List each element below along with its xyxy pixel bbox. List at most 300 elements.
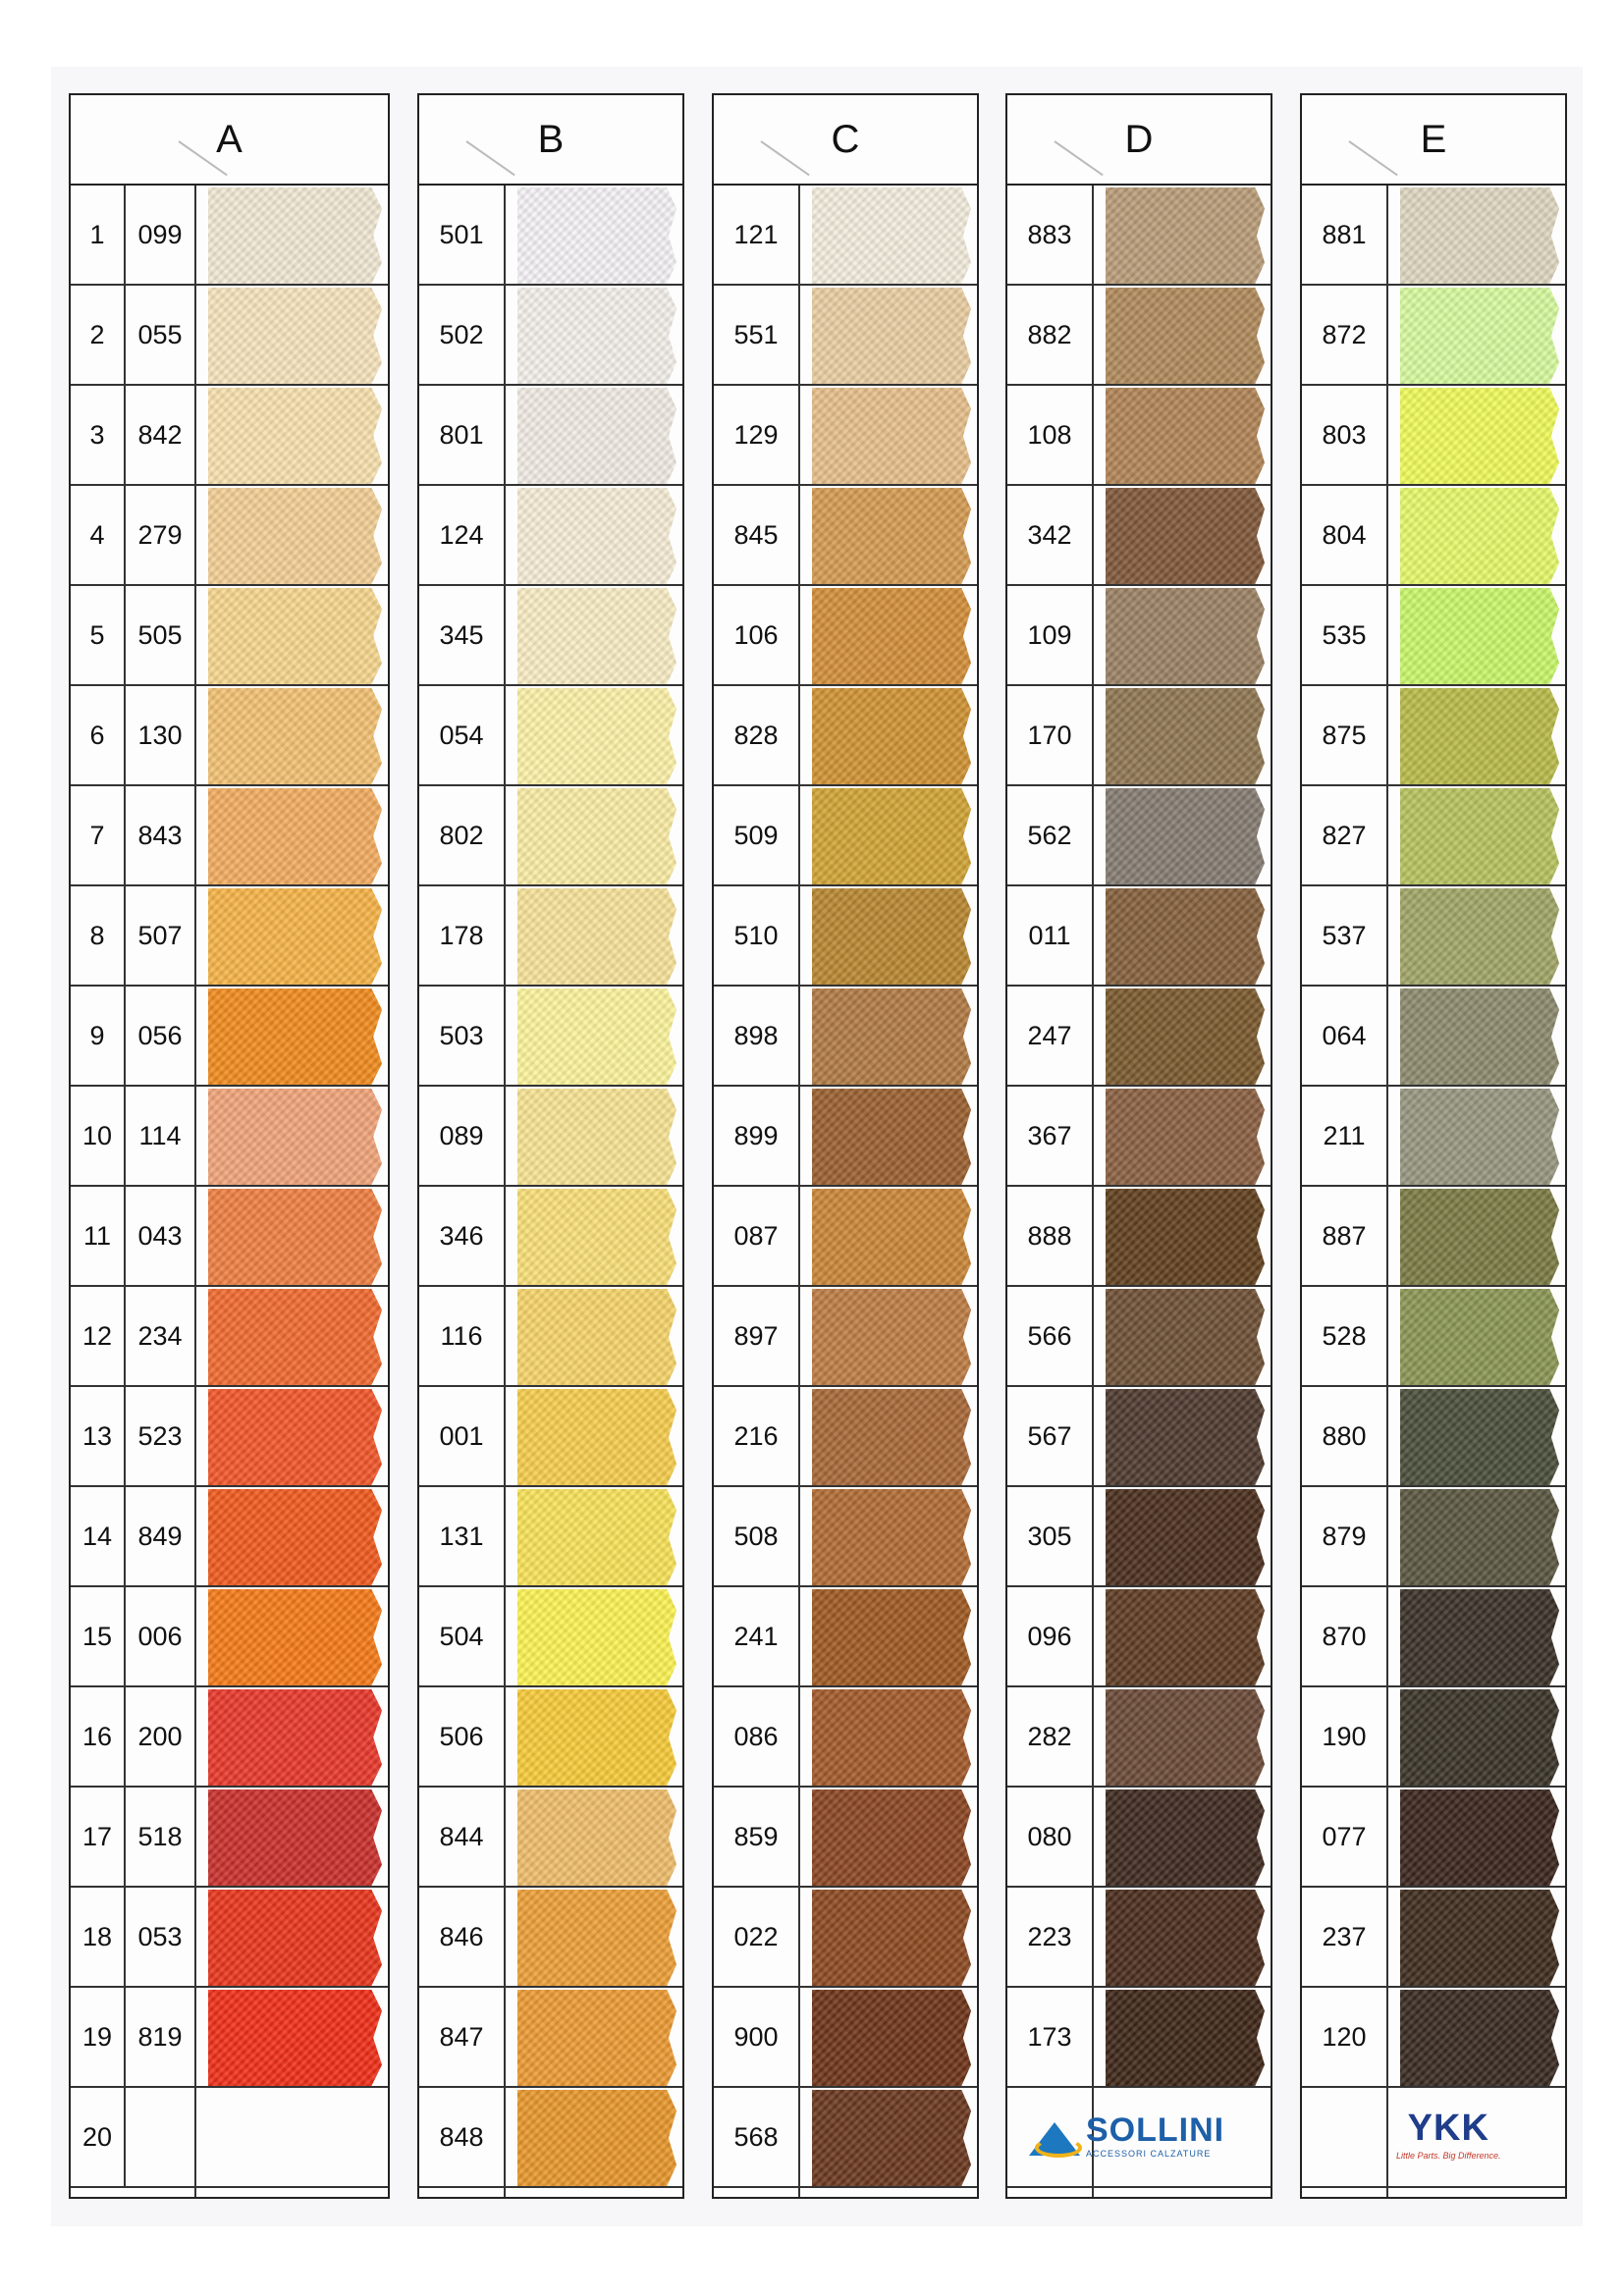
color-row: [71, 1788, 388, 1888]
color-row: [419, 1687, 682, 1788]
color-code: 279: [137, 519, 183, 550]
row-number: 2: [71, 286, 126, 384]
color-code: 367: [1027, 1120, 1072, 1150]
color-code: 080: [1027, 1821, 1072, 1851]
color-row: [71, 786, 388, 886]
color-code: 845: [733, 519, 779, 550]
color-row: [714, 1687, 977, 1788]
color-code: 170: [1027, 720, 1072, 750]
color-row: [1302, 1487, 1565, 1587]
color-swatch: [1400, 688, 1559, 784]
color-code: 859: [733, 1821, 779, 1851]
color-code: 568: [733, 2121, 779, 2152]
color-code: 237: [1322, 1921, 1367, 1951]
color-row: [419, 386, 682, 486]
color-row: [714, 686, 977, 786]
color-code: 342: [1027, 519, 1072, 550]
color-row: [714, 1788, 977, 1888]
color-swatch: [1400, 588, 1559, 684]
color-code: 130: [137, 720, 183, 750]
color-swatch: [812, 2090, 971, 2186]
color-code: 506: [439, 1721, 484, 1751]
color-row: [1302, 1087, 1565, 1187]
column-header: D: [1007, 95, 1271, 186]
color-code: 053: [137, 1921, 183, 1951]
color-row: [714, 1487, 977, 1587]
color-code: 899: [733, 1120, 779, 1150]
sollini-logo: [1029, 2113, 1224, 2159]
color-row: [419, 1387, 682, 1487]
color-row: [1302, 286, 1565, 386]
color-row: [1302, 1387, 1565, 1487]
color-swatch: [1106, 1189, 1265, 1285]
color-swatch: [1400, 1089, 1559, 1185]
color-swatch: [812, 888, 971, 985]
color-row: [1007, 1087, 1271, 1187]
color-swatch: [1400, 1489, 1559, 1585]
color-row: [714, 1287, 977, 1387]
color-swatch: [1106, 1890, 1265, 1986]
color-row: [1007, 386, 1271, 486]
color-row: [71, 1888, 388, 1988]
color-swatch: [1106, 1089, 1265, 1185]
color-row: [1302, 186, 1565, 286]
color-swatch: [812, 1890, 971, 1986]
color-row: [714, 386, 977, 486]
color-row: [419, 1087, 682, 1187]
color-swatch: [208, 1890, 382, 1986]
color-code: 129: [733, 419, 779, 450]
color-row: [1007, 686, 1271, 786]
color-swatch: [812, 1189, 971, 1285]
row-number: 10: [71, 1087, 126, 1185]
color-row: [1302, 586, 1565, 686]
color-code: 844: [439, 1821, 484, 1851]
color-swatch: [208, 288, 382, 384]
color-swatch: [208, 1089, 382, 1185]
color-row: [1302, 386, 1565, 486]
color-code: 106: [733, 619, 779, 650]
color-row: [71, 886, 388, 987]
row-number: 12: [71, 1287, 126, 1385]
color-swatch: [208, 1289, 382, 1385]
color-row: [1007, 1187, 1271, 1287]
color-code: 870: [1322, 1621, 1367, 1651]
color-swatch: [517, 788, 676, 884]
color-swatch: [1106, 688, 1265, 784]
color-code: 216: [733, 1420, 779, 1451]
color-swatch: [517, 1389, 676, 1485]
color-row: [419, 987, 682, 1087]
color-code: 124: [439, 519, 484, 550]
color-code: 120: [1322, 2021, 1367, 2052]
color-swatch: [1106, 187, 1265, 284]
color-row: [714, 2088, 977, 2188]
color-row: [1007, 886, 1271, 987]
color-swatch: [1106, 1289, 1265, 1385]
color-code: 509: [733, 820, 779, 850]
color-row: [1302, 987, 1565, 1087]
color-code: 001: [439, 1420, 484, 1451]
color-row: [714, 486, 977, 586]
color-swatch: [1400, 1389, 1559, 1485]
color-code: 247: [1027, 1020, 1072, 1050]
color-swatch: [1400, 1890, 1559, 1986]
color-code: 282: [1027, 1721, 1072, 1751]
row-number: 9: [71, 987, 126, 1085]
color-code: 803: [1322, 419, 1367, 450]
row-number: 5: [71, 586, 126, 684]
color-swatch: [812, 1589, 971, 1685]
color-code: 888: [1027, 1220, 1072, 1251]
color-code: 535: [1322, 619, 1367, 650]
color-row: [419, 786, 682, 886]
color-swatch: [1106, 788, 1265, 884]
ykk-tagline: Little Parts. Big Difference.: [1396, 2151, 1501, 2161]
color-code: 897: [733, 1320, 779, 1351]
color-row: [1007, 286, 1271, 386]
color-swatch: [1400, 888, 1559, 985]
color-swatch: [812, 388, 971, 484]
color-code: 241: [733, 1621, 779, 1651]
ykk-name: YKK: [1407, 2108, 1489, 2149]
color-code: 211: [1323, 1120, 1366, 1150]
color-code: 501: [439, 219, 484, 249]
color-row: [71, 1187, 388, 1287]
color-code: 804: [1322, 519, 1367, 550]
color-swatch: [517, 1890, 676, 1986]
color-row: [1302, 1788, 1565, 1888]
color-code: 096: [1027, 1621, 1072, 1651]
color-row: [1302, 1888, 1565, 1988]
color-code: 190: [1322, 1721, 1367, 1751]
color-swatch: [812, 1289, 971, 1385]
color-swatch: [1106, 1990, 1265, 2086]
color-row: [71, 386, 388, 486]
color-code: 043: [137, 1220, 183, 1251]
sollini-subtitle: ACCESSORI CALZATURE: [1086, 2149, 1212, 2159]
color-row: [419, 686, 682, 786]
color-row: [419, 1187, 682, 1287]
color-swatch: [208, 1789, 382, 1886]
color-row: [71, 486, 388, 586]
color-code: 345: [439, 619, 484, 650]
color-swatch: [208, 1689, 382, 1786]
color-code: 064: [1322, 1020, 1367, 1050]
column-c: [712, 93, 979, 2199]
column-header: B: [419, 95, 682, 186]
color-row: [419, 1287, 682, 1387]
color-row: [1302, 686, 1565, 786]
color-row: [1007, 1988, 1271, 2088]
color-code: 116: [440, 1320, 483, 1351]
color-code: 109: [1027, 619, 1072, 650]
color-row: [1302, 1187, 1565, 1287]
color-swatch: [1400, 1990, 1559, 2086]
color-swatch: [812, 1689, 971, 1786]
color-row: [419, 2088, 682, 2188]
color-row: [714, 1587, 977, 1687]
row-number: 3: [71, 386, 126, 484]
color-row: [1302, 786, 1565, 886]
color-row: [1007, 1788, 1271, 1888]
color-row: [71, 1087, 388, 1187]
color-swatch: [517, 488, 676, 584]
color-row: [1007, 1487, 1271, 1587]
color-code: 055: [137, 319, 183, 349]
color-row: [714, 886, 977, 987]
color-swatch: [812, 788, 971, 884]
color-row: [71, 987, 388, 1087]
ykk-logo: [1396, 2109, 1501, 2161]
color-code: 562: [1027, 820, 1072, 850]
color-swatch: [812, 1389, 971, 1485]
row-number: 14: [71, 1487, 126, 1585]
color-swatch: [208, 888, 382, 985]
color-row: [419, 586, 682, 686]
color-code: 346: [439, 1220, 484, 1251]
color-code: 056: [137, 1020, 183, 1050]
color-code: 523: [137, 1420, 183, 1451]
color-swatch: [1400, 388, 1559, 484]
color-code: 518: [137, 1821, 183, 1851]
color-swatch: [517, 888, 676, 985]
row-number: 19: [71, 1988, 126, 2086]
color-swatch: [1106, 1489, 1265, 1585]
color-code: 846: [439, 1921, 484, 1951]
color-row: [71, 1988, 388, 2088]
color-code: 086: [733, 1721, 779, 1751]
color-code: 054: [439, 720, 484, 750]
column-header: A: [71, 95, 388, 186]
color-row: [419, 1788, 682, 1888]
color-swatch: [812, 1789, 971, 1886]
color-row: [71, 2088, 388, 2188]
color-swatch: [517, 1189, 676, 1285]
color-code: 121: [733, 219, 779, 249]
color-code: 802: [439, 820, 484, 850]
color-code: 502: [439, 319, 484, 349]
color-row: [1007, 786, 1271, 886]
color-code: 178: [439, 920, 484, 950]
row-number: 11: [71, 1187, 126, 1285]
color-row: [1302, 486, 1565, 586]
color-swatch: [812, 1990, 971, 2086]
color-swatch: [517, 388, 676, 484]
color-row: [714, 1387, 977, 1487]
color-code: 087: [733, 1220, 779, 1251]
color-row: [1007, 1888, 1271, 1988]
row-number: 17: [71, 1788, 126, 1886]
column-d: [1005, 93, 1272, 2199]
color-code: 843: [137, 820, 183, 850]
color-code: 848: [439, 2121, 484, 2152]
color-swatch: [517, 1089, 676, 1185]
column-header: C: [714, 95, 977, 186]
color-swatch: [208, 588, 382, 684]
color-swatch: [1106, 588, 1265, 684]
color-row: [1007, 186, 1271, 286]
color-swatch: [1400, 1689, 1559, 1786]
color-code: 883: [1027, 219, 1072, 249]
color-swatch: [208, 1389, 382, 1485]
column-a: [69, 93, 390, 2199]
color-swatch: [517, 588, 676, 684]
color-row: [419, 286, 682, 386]
color-code: 508: [733, 1521, 779, 1551]
color-code: 842: [137, 419, 183, 450]
color-swatch: [208, 187, 382, 284]
color-row: [1007, 1587, 1271, 1687]
color-swatch: [1400, 988, 1559, 1085]
color-code: 847: [439, 2021, 484, 2052]
color-swatch: [208, 388, 382, 484]
color-code: 505: [137, 619, 183, 650]
row-number: 1: [71, 186, 126, 284]
color-code: 879: [1322, 1521, 1367, 1551]
color-row: [1302, 1988, 1565, 2088]
color-row: [419, 1988, 682, 2088]
color-row: [714, 586, 977, 686]
color-swatch: [1400, 1589, 1559, 1685]
color-code: 900: [733, 2021, 779, 2052]
color-swatch: [1106, 1589, 1265, 1685]
color-swatch: [208, 1990, 382, 2086]
color-row: [1007, 1387, 1271, 1487]
color-row: [714, 1187, 977, 1287]
color-swatch: [208, 1489, 382, 1585]
sollini-name: SOLLINI: [1086, 2111, 1225, 2149]
row-number: 13: [71, 1387, 126, 1485]
color-code: 108: [1027, 419, 1072, 450]
color-code: 503: [439, 1020, 484, 1050]
color-code: 872: [1322, 319, 1367, 349]
color-swatch: [1106, 288, 1265, 384]
row-number: 4: [71, 486, 126, 584]
color-row: [71, 1387, 388, 1487]
color-swatch: [1106, 488, 1265, 584]
color-swatch: [517, 988, 676, 1085]
color-swatch: [1400, 1189, 1559, 1285]
color-swatch: [1400, 1789, 1559, 1886]
color-row: [1007, 987, 1271, 1087]
color-row: [1302, 886, 1565, 987]
color-code: 223: [1027, 1921, 1072, 1951]
color-row: [71, 1287, 388, 1387]
color-code: 849: [137, 1521, 183, 1551]
color-swatch: [812, 1489, 971, 1585]
color-swatch: [812, 988, 971, 1085]
color-swatch: [208, 788, 382, 884]
color-swatch: [812, 688, 971, 784]
color-code: 828: [733, 720, 779, 750]
color-row: [71, 1587, 388, 1687]
color-code: 114: [138, 1120, 182, 1150]
row-number: 16: [71, 1687, 126, 1786]
color-swatch: [1400, 288, 1559, 384]
column-e: [1300, 93, 1567, 2199]
color-swatch: [208, 1589, 382, 1685]
color-code: 887: [1322, 1220, 1367, 1251]
color-row: [71, 1487, 388, 1587]
color-swatch: [812, 288, 971, 384]
color-code: 819: [137, 2021, 183, 2052]
color-row: [419, 1587, 682, 1687]
color-code: 881: [1322, 219, 1367, 249]
color-code: 528: [1322, 1320, 1367, 1351]
color-swatch: [208, 1189, 382, 1285]
color-row: [71, 1687, 388, 1788]
color-code: 173: [1027, 2021, 1072, 2052]
color-swatch: [1400, 187, 1559, 284]
row-number: 18: [71, 1888, 126, 1986]
color-row: [71, 586, 388, 686]
color-row: [71, 686, 388, 786]
color-code: 882: [1027, 319, 1072, 349]
color-row: [714, 186, 977, 286]
row-number: 15: [71, 1587, 126, 1685]
column-header: E: [1302, 95, 1565, 186]
color-code: 200: [137, 1721, 183, 1751]
column-b: [417, 93, 684, 2199]
color-swatch: [1106, 1689, 1265, 1786]
color-row: [419, 186, 682, 286]
color-code: 011: [1028, 920, 1071, 950]
color-row: [714, 1087, 977, 1187]
color-row: [1007, 486, 1271, 586]
color-row: [714, 786, 977, 886]
color-row: [1007, 586, 1271, 686]
color-row: [419, 886, 682, 987]
color-swatch: [812, 488, 971, 584]
color-swatch: [812, 187, 971, 284]
row-number: 8: [71, 886, 126, 985]
color-code: 022: [733, 1921, 779, 1951]
color-code: 537: [1322, 920, 1367, 950]
color-row: [1007, 1287, 1271, 1387]
color-code: 566: [1027, 1320, 1072, 1351]
color-code: [1302, 2088, 1386, 2186]
color-swatch: [1106, 1789, 1265, 1886]
color-swatch: [1400, 1289, 1559, 1385]
color-swatch: [208, 688, 382, 784]
color-swatch: [1400, 488, 1559, 584]
color-code: 077: [1322, 1821, 1367, 1851]
color-row: [1302, 1587, 1565, 1687]
color-swatch: [1106, 888, 1265, 985]
color-swatch: [517, 1789, 676, 1886]
color-row: [714, 1888, 977, 1988]
color-code: 880: [1322, 1420, 1367, 1451]
color-swatch: [517, 688, 676, 784]
color-code: [126, 2088, 194, 2186]
color-code: 234: [137, 1320, 183, 1351]
color-swatch: [812, 588, 971, 684]
color-code: 089: [439, 1120, 484, 1150]
color-row: [714, 1988, 977, 2088]
color-swatch: [517, 288, 676, 384]
row-number: 20: [71, 2088, 126, 2186]
color-row: [419, 1888, 682, 1988]
color-code: 507: [137, 920, 183, 950]
color-swatch: [1106, 988, 1265, 1085]
sollini-mark-icon: [1029, 2116, 1080, 2156]
color-code: 875: [1322, 720, 1367, 750]
color-code: 006: [137, 1621, 183, 1651]
color-code: 827: [1322, 820, 1367, 850]
color-swatch: [517, 187, 676, 284]
color-code: 801: [439, 419, 484, 450]
